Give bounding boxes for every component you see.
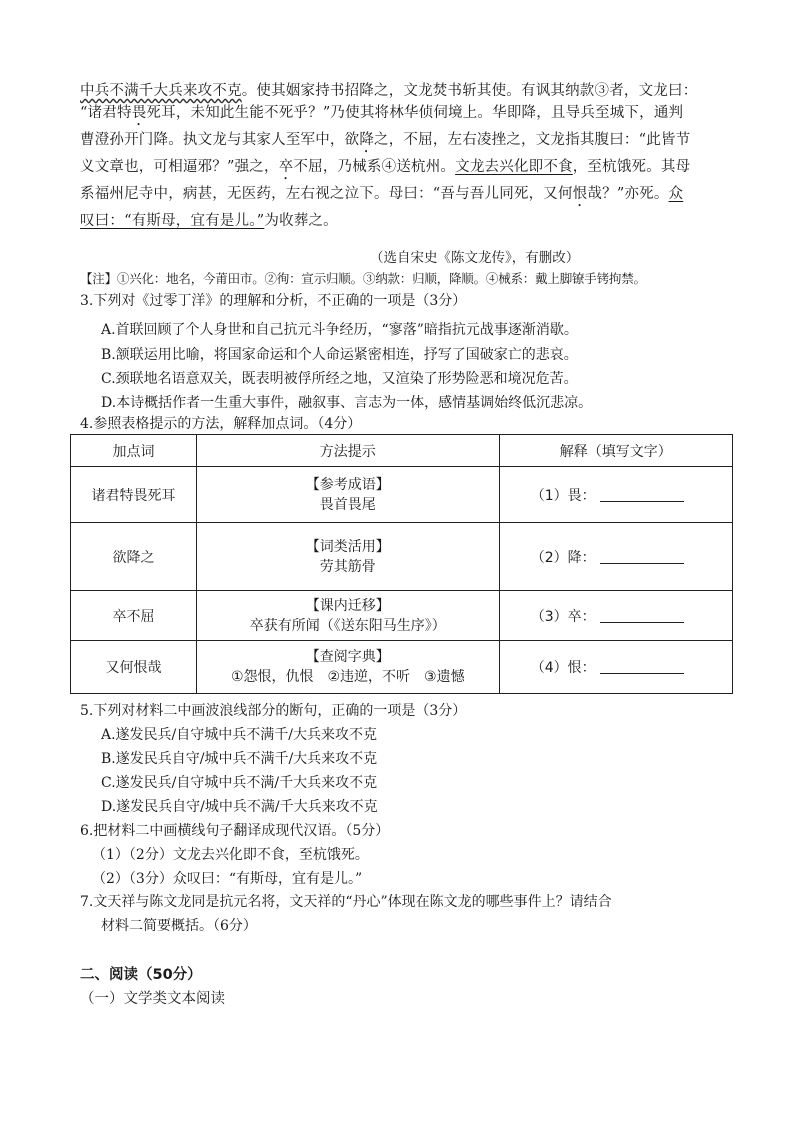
passage-text: 为收葬之。	[264, 213, 338, 230]
header-word: 加点词	[71, 435, 197, 467]
answer-cell	[499, 467, 732, 523]
wavy-underlined-text: 中兵不满千大兵来攻不克	[80, 83, 242, 99]
underlined-sentence: 文龙去兴化即不食	[455, 159, 573, 176]
question-6-item-2: （2）（3分）众叹曰：“有斯母，宜有是儿。”	[92, 871, 363, 887]
table-row	[71, 591, 733, 641]
passage-text: 之，不屈，左右凌挫之，文龙指其腹曰：“此皆节	[374, 132, 691, 149]
method-cell	[196, 641, 499, 694]
passage-text: 哉？”亦死。	[587, 186, 669, 203]
question-4-stem: 4.参照表格提示的方法，解释加点词。（4分）	[80, 416, 362, 432]
question-5-option-c: C.遂发民兵/自守城中兵不满/千大兵来攻不克	[101, 775, 378, 791]
answer-label: （2）降：	[530, 549, 596, 566]
answer-blank[interactable]	[600, 608, 684, 623]
underlined-sentence: 叹曰：“有斯母，宜有是儿。”	[80, 213, 265, 230]
passage-text: 死耳，未知此生能不死乎？”乃使其将林华侦伺境上。华即降，且导兵至城下，通判	[146, 105, 684, 122]
method-cell	[196, 523, 499, 591]
question-5-stem: 5.下列对材料二中画波浪线部分的断句，正确的一项是（3分）	[80, 703, 467, 719]
answer-item	[531, 485, 701, 505]
dotted-word: 卒	[278, 159, 294, 176]
question-7-line-2: 材料二简要概括。（6分）	[101, 918, 257, 934]
dotted-word: 降	[359, 132, 375, 149]
question-6-stem: 6.把材料二中画横线句子翻译成现代汉语。（5分）	[80, 823, 390, 839]
table-row	[71, 523, 733, 591]
answer-blank[interactable]	[600, 487, 684, 502]
dotted-word: 恨	[572, 186, 588, 203]
tip-value: ①怨恨，仇恨 ②违逆，不听 ③遗憾	[230, 669, 465, 685]
tip-label: 【词类活用】	[305, 538, 390, 555]
question-3-option-c: C.颈联地名语意双关，既表明被俘所经之地，又渲染了形势险恶和境况危苦。	[101, 371, 578, 387]
passage-line	[80, 102, 730, 129]
answer-label: （4）恨：	[530, 660, 596, 676]
passage-text: 。使其姻家持书招降之，文龙焚书斩其使。有讽其纳款③者，文龙曰：	[241, 83, 698, 99]
classical-passage	[80, 80, 730, 233]
answer-blank[interactable]	[600, 549, 684, 564]
answer-blank[interactable]	[600, 659, 684, 674]
section-2-title: 二、阅读（50分）	[80, 967, 202, 983]
passage-source: （选自宋史《陈文龙传》，有删改）	[370, 250, 580, 266]
passage-line	[80, 183, 730, 210]
section-2-subtitle: （一）文学类文本阅读	[80, 991, 225, 1007]
answer-cell	[499, 641, 732, 694]
table-row	[71, 641, 733, 694]
underlined-sentence: 众	[668, 186, 684, 203]
header-answer: 解释（填写文字）	[499, 435, 732, 467]
passage-line	[80, 210, 730, 232]
table-header-row	[71, 435, 733, 467]
table-row	[71, 467, 733, 523]
passage-text: 系福州尼寺中，病甚，无医药，左右视之泣下。母曰：“吾与吾儿同死，又何	[80, 186, 573, 203]
dotted-word: 畏	[131, 105, 147, 122]
dotted-word-cell: 欲降之	[71, 523, 197, 591]
tip-value: 卒获有所闻（《送东阳马生序》）	[249, 617, 446, 634]
tip-value: 畏首畏尾	[319, 496, 376, 513]
answer-label: （3）卒：	[530, 608, 596, 625]
dotted-word-cell: 诸君特畏死耳	[71, 467, 197, 523]
question-6-item-1: （1）（2分）文龙去兴化即不食，至杭饿死。	[92, 847, 369, 863]
question-3-option-a: A.首联回顾了个人身世和自己抗元斗争经历，“寥落”暗指抗元战事逐渐消歇。	[101, 322, 578, 338]
question-3-stem: 3.下列对《过零丁洋》的理解和分析，不正确的一项是（3分）	[80, 293, 467, 309]
passage-text: “诸君特	[80, 105, 132, 122]
passage-text: ，至杭饿死。其母	[572, 159, 691, 176]
passage-line	[80, 156, 730, 183]
dotted-word-cell: 卒不屈	[71, 591, 197, 641]
tip-label: 【参考成语】	[305, 476, 390, 493]
answer-cell	[499, 523, 732, 591]
answer-item	[531, 657, 701, 677]
tip-label: 【查阅字典】	[305, 649, 390, 665]
passage-text: 义文章也，可相逼邪？”强之，	[80, 159, 279, 176]
question-5-option-d: D.遂发民兵自守/城中兵不满/千大兵来攻不克	[101, 799, 378, 815]
method-cell	[196, 591, 499, 641]
question-3-option-b: B.颔联运用比喻，将国家命运和个人命运紧密相连，抒写了国破家亡的悲哀。	[101, 347, 578, 363]
tip-value: 劳其筋骨	[319, 558, 376, 575]
passage-text: 曹澄孙开门降。执文龙与其家人至军中，欲	[80, 132, 360, 149]
question-7-line-1: 7.文天祥与陈文龙同是抗元名将，文天祥的“丹心”体现在陈文龙的哪些事件上？请结合	[80, 894, 612, 910]
answer-item	[531, 547, 701, 567]
dotted-word-cell: 又何恨哉	[71, 641, 197, 694]
header-method: 方法提示	[196, 435, 499, 467]
answer-item	[531, 606, 701, 626]
answer-label: （1）畏：	[530, 487, 596, 504]
footnote: 【注】①兴化：地名，今莆田市。②徇：宣示归顺。③纳款：归顺，降顺。④械系：戴上脚镣手铐拘禁。	[80, 271, 646, 286]
question-3-option-d: D.本诗概括作者一生重大事件，融叙事、言志为一体，感情基调始终低沉悲凉。	[101, 395, 593, 411]
method-cell	[196, 467, 499, 523]
passage-line	[80, 80, 730, 102]
answer-cell	[499, 591, 732, 641]
question-5-option-a: A.遂发民兵/自守城中兵不满千/大兵来攻不克	[101, 727, 377, 743]
passage-line	[80, 129, 730, 156]
question-5-option-b: B.遂发民兵自守/城中兵不满千/大兵来攻不克	[101, 751, 378, 767]
tip-label: 【课内迁移】	[305, 597, 390, 614]
method-table	[70, 434, 733, 694]
passage-text: 不屈，乃械系④送杭州。	[293, 159, 456, 176]
